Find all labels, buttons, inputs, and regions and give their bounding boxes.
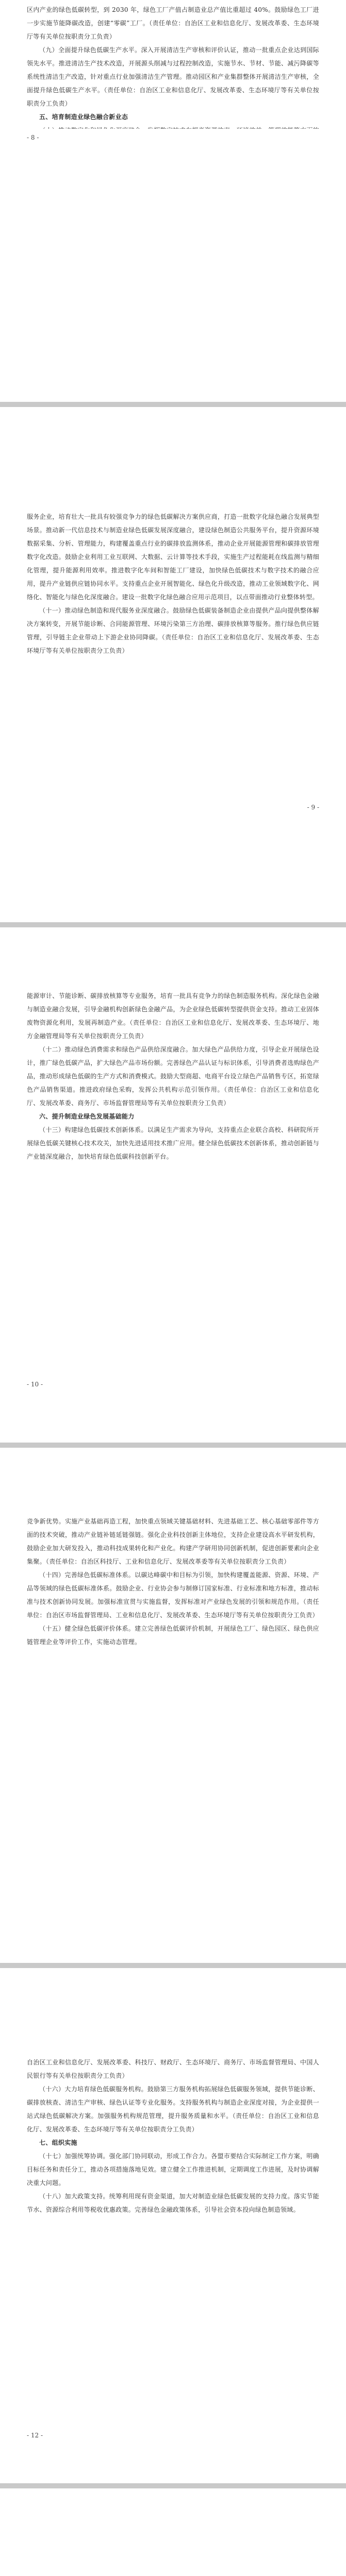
paragraph: 服务企业，培育壮大一批具有较强竞争力的绿色低碳解决方案供应商，打造一批数字化绿色融合发展典型场景。推动新一代信息技术与制造业绿色低碳发展深度融合，建设绿色制造公共服务平台，提升资源环境数据采集、分析、管理能力，构建覆盖重点行业的碳排放监测体系，推动企业开展能源管理和碳排放管理数字化改造。鼓励企业利用工业互联网、大数据、云计算等技术手段，实施生产过程能耗在线监测与精细化管理，提升能源利用效率。推进数字化车间和智能工厂建设，加快绿色低碳技术与数字技术的融合应用，提升产业链供应链协同水平。支持重点企业开展智能化、绿色化升级改造，推动工业领域数字化、网络化、智能化与绿色化深度融合。建设一批数字化绿色融合应用示范项目，以点带面推动行业整体转型。	[27, 513, 319, 601]
page-number: - 10 -	[27, 1381, 43, 1388]
document-page	[0, 0, 346, 129]
paragraph: （九）全面提升绿色低碳生产水平。深入开展清洁生产审核和评价认证，推动一批重点企业达到国际领先水平。推进清洁生产技术改造，开展源头削减与过程控制改造，实施节水、节材、节能、减污降碳等系统性清洁生产改造，针对重点行业加强清洁生产管理。推动园区和产业集群整体开展清洁生产审核，全面提升绿色低碳生产水平。（责任单位：自治区工业和信息化厅、发展改革委、生态环境厅等有关单位按职责分工负责）	[27, 46, 319, 107]
paragraph: （十五）健全绿色低碳评价体系。建立完善绿色低碳评价机制，开展绿色工厂、绿色园区、绿色供应链管理企业等评价工作，实施动态管理。	[27, 1625, 319, 1646]
page-body	[27, 989, 319, 1163]
paragraph: 自治区工业和信息化厅、发展改革委、科技厅、财政厅、生态环境厅、商务厅、市场监督管理局、中国人民银行等有关单位按职责分工负责）	[27, 2059, 319, 2079]
document-page	[0, 2488, 346, 2576]
page-body	[27, 1515, 319, 1649]
paragraph: （十八）加大政策支持。统筹利用现有资金渠道，加大对制造业绿色低碳发展的支持力度。落实节能节水、资源综合利用等税收优惠政策。完善绿色金融政策体系，引导社会资本投向绿色制造领域。	[27, 2193, 319, 2213]
paragraph: 竞争新优势。实施产业基础再造工程，加快重点领域关键基础材料、先进基础工艺、核心基础零部件等方面的技术突破，推动产业链补链延链强链。强化企业科技创新主体地位，支持企业建设高水平研发机构，鼓励企业加大研发投入，推动科技成果转化和产业化。构建产学研用协同创新机制，促进创新要素向企业集聚。（责任单位：自治区科技厅、工业和信息化厅、发展改革委等有关单位按职责分工负责）	[27, 1518, 319, 1565]
paragraph: 能源审计、节能诊断、碳排放核算等专业服务，培育一批具有竞争力的绿色制造服务机构。深化绿色金融与制造业融合发展，引导金融机构创新绿色金融产品，为企业绿色低碳转型提供资金支持。推动工业固体废物资源化利用，发展再制造产业。（责任单位：自治区工业和信息化厅、发展改革委、生态环境厅、地方金融管理局等有关单位按职责分工负责）	[27, 992, 319, 1040]
paragraph: （十六）大力培育绿色低碳服务机构。鼓励第三方服务机构拓展绿色低碳服务领域，提供节能诊断、碳排放核查、清洁生产审核、绿色认证等专业化服务。支持服务机构与制造企业深度对接，为企业提供一站式绿色低碳解决方案。加强服务机构规范管理，提升服务质量和水平。（责任单位：自治区工业和信息化厅、发展改革委、生态环境厅等有关单位按职责分工负责）	[27, 2086, 319, 2133]
paragraph: （十一）推动绿色制造和现代服务业深度融合。鼓励绿色低碳装备制造企业由提供产品向提供整体解决方案转变，开展节能诊断、合同能源管理、环境污染第三方治理、碳排放核算等服务。推行绿色供应链管理，引导链主企业带动上下游企业协同降碳。（责任单位：自治区工业和信息化厅、发展改革委、生态环境厅等有关单位按职责分工负责）	[27, 607, 319, 654]
paragraph: （十七）加强统筹协调。强化部门协同联动，形成工作合力。各盟市要结合实际制定工作方案，明确目标任务和责任分工，推动各项措施落地见效。建立健全工作推进机制，定期调度工作进展，及时协调解决重大问题。	[27, 2153, 319, 2187]
paragraph: （十二）推动绿色消费需求和绿色产品供给深度融合。加大绿色产品供给力度，引导企业开展绿色设计，推广绿色低碳产品，扩大绿色产品市场份额。完善绿色产品认证与标识体系，引导消费者选购绿色产品，推动形成绿色低碳的生产方式和消费模式。鼓励大型商超、电商平台设立绿色产品销售专区，拓宽绿色产品销售渠道。推进政府绿色采购，发挥公共机构示范引领作用。（责任单位：自治区工业和信息化厅、发展改革委、商务厅、市场监督管理局等有关单位按职责分工负责）	[27, 1046, 319, 1107]
document-page	[0, 1968, 346, 2483]
section-heading: 六、提升制造业绿色发展基础能力	[39, 1113, 135, 1120]
document-page	[0, 1448, 346, 1963]
section-heading: 七、组织实施	[39, 2139, 77, 2146]
page-body	[27, 510, 319, 657]
page-body	[27, 2056, 319, 2216]
paragraph: 区内产业的绿色低碳转型，到 2030 年，绿色工厂产值占制造业总产值比重超过 40%。鼓励绿色工厂进一步实施节能降碳改造，创建“零碳”工厂。（责任单位：自治区工业和信息化厅、发展改革委、生态环境厅等有关单位按职责分工负责）	[27, 6, 319, 40]
document-page	[0, 129, 346, 402]
page-number: - 9 -	[307, 804, 319, 811]
paragraph: （十三）构建绿色低碳技术创新体系。以满足生产需求为导向，支持重点企业联合高校、科研院所开展绿色低碳关键核心技术攻关，加快先进适用技术推广应用。健全绿色低碳技术创新体系，推动创新链与产业链深度融合，加快培育绿色低碳科技创新平台。	[27, 1126, 319, 1160]
paragraph: （十四）完善绿色低碳标准体系。以碳达峰碳中和目标为引领，加快构建覆盖能源、资源、环境、产品等领域的绿色低碳标准体系。鼓励企业、行业协会参与制修订国家标准、行业标准和地方标准，推动标准与技术创新协同发展。加强标准宣贯与实施监督，发挥标准对产业绿色发展的引领和规范作用。（责任单位：自治区市场监督管理局、工业和信息化厅、发展改革委、生态环境厅等有关单位按职责分工负责）	[27, 1571, 319, 1619]
document-page	[0, 407, 346, 922]
document-page	[0, 927, 346, 1443]
page-number: - 12 -	[27, 2432, 43, 2439]
section-heading: 五、培育制造业绿色融合新业态	[39, 113, 128, 121]
page-number: - 8 -	[27, 134, 39, 141]
